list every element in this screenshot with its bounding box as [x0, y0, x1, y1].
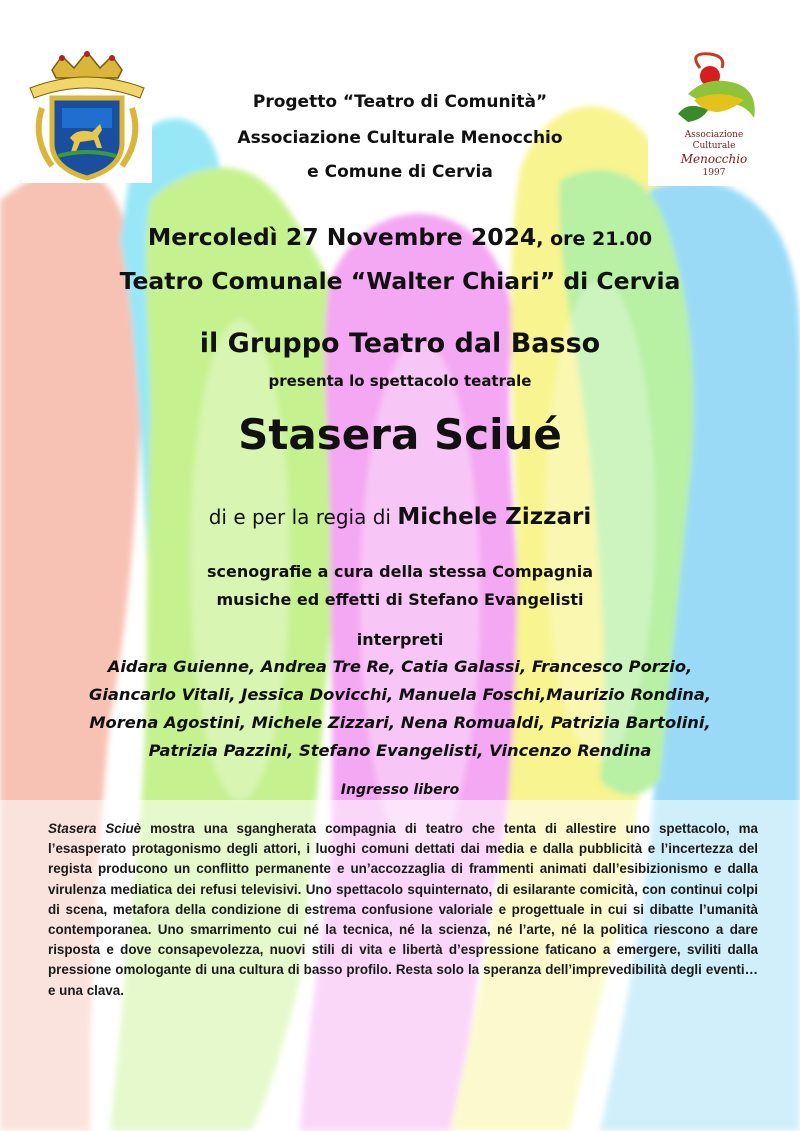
- assoc-logo-year: 1997: [702, 168, 726, 178]
- cast-line: Patrizia Pazzini, Stefano Evangelisti, Vincenzo Rendina: [148, 741, 652, 760]
- description-body: mostra una sgangherata compagnia di teatro che tenta di allestire uno spettacolo, ma l’esasperato protagonismo degli attori, i luoghi comuni dettati dai media e dalla pubblicità e l’incertezza del regista producono un conflitto permanente e un’accozzaglia di frammenti animati dall’esibizionismo e dalla virulenza mediatica dei refusi televisivi. Uno spettacolo squinternato, di esilarante comicità, con continui colpi di scena, metafora della condizione di estrema confusione valoriale e progettuale in cui si dibatte l’umanità contemporanea. Uno smarrimento cui né la tecnica, né la scienza, né l’arte, né la politica riescono a dare risposta e dove consapevolezza, nuovi stili di vita e libertà d’espressione faticano a emergere, sviliti dalla pressione omologante di una cultura di basso profilo. Resta solo la speranza dell’imprevedibilità degli eventi… e una clava.: [48, 821, 758, 998]
- credits-line1: scenografie a cura della stessa Compagnia: [206, 562, 594, 581]
- menocchio-emblem-icon: [648, 44, 780, 134]
- header-line3: e Comune di Cervia: [307, 162, 493, 182]
- assoc-logo-line2: Culturale: [692, 141, 736, 151]
- cast-line: Aidara Guienne, Andrea Tre Re, Catia Galassi, Francesco Porzio,: [107, 657, 693, 676]
- entry-info: Ingresso libero: [340, 782, 460, 798]
- description-title: Stasera Sciuè: [48, 821, 142, 836]
- author-name: Michele Zizzari: [397, 504, 592, 530]
- credits-line2: musiche ed effetti di Stefano Evangelisti: [216, 590, 584, 609]
- company-name: il Gruppo Teatro dal Basso: [199, 328, 601, 359]
- header-line1: Progetto “Teatro di Comunità”: [252, 92, 548, 112]
- header-line2: Associazione Culturale Menocchio: [237, 128, 563, 148]
- cast-line: Giancarlo Vitali, Jessica Dovicchi, Manuela Foschi,Maurizio Rondina,: [88, 685, 712, 704]
- author-prefix: di e per la regia di: [208, 505, 398, 529]
- event-time: , ore 21.00: [536, 228, 653, 250]
- assoc-logo-line1: Associazione: [684, 130, 744, 140]
- author-line: [0, 504, 800, 530]
- description-paragraph: [48, 819, 758, 1001]
- event-datetime: [0, 223, 800, 251]
- cast-label: interpreti: [356, 630, 444, 649]
- assoc-logo-name: Menocchio: [680, 152, 748, 166]
- show-title: Stasera Sciué: [238, 410, 562, 459]
- presents-line: presenta lo spettacolo teatrale: [268, 372, 532, 390]
- event-date: Mercoledì 27 Novembre 2024: [147, 223, 537, 251]
- cast-line: Morena Agostini, Michele Zizzari, Nena Romualdi, Patrizia Bartolini,: [89, 713, 711, 732]
- event-venue: Teatro Comunale “Walter Chiari” di Cervia: [119, 267, 681, 295]
